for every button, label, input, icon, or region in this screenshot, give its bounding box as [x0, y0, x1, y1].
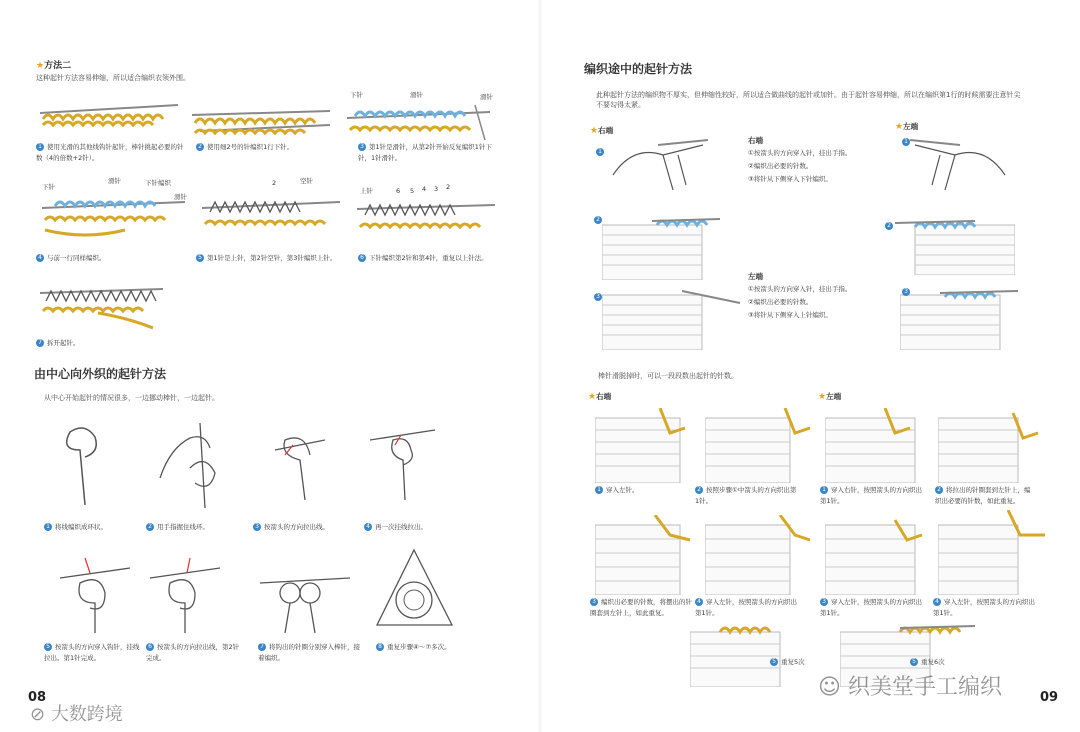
label-right-end-2: ★右端 [588, 392, 612, 402]
step-badge: 2 [196, 143, 204, 151]
label-huazhen-p4-2: 滑针 [174, 193, 187, 201]
step-badge: 3 [358, 143, 366, 151]
illustration-step7 [38, 285, 168, 335]
label-digit-3: 3 [434, 185, 439, 193]
step-badge: 7 [258, 643, 266, 651]
step-badge: 3 [594, 293, 602, 301]
caption-r3: 3 编织出必要的针数，将摆出的针圈套到左针上，如此重复。 [590, 598, 692, 617]
caption-m2-2: 2 使用细2号的针编织1行下针。 [196, 142, 336, 153]
illustration-step2 [190, 105, 335, 143]
illustration-swatch-l3 [900, 285, 1020, 350]
label-right-end: ★右端 [590, 126, 614, 136]
label-digit-2: 2 [446, 183, 451, 191]
box-right-item: ③将针从下侧穿入下针编织。 [748, 175, 832, 183]
caption-c1: 1 将线编织成环状。 [44, 522, 107, 533]
swatch-l2 [938, 408, 1043, 483]
right-page [540, 0, 1080, 732]
info-box-right [748, 134, 898, 186]
star-icon: ★ [818, 392, 827, 402]
star-icon: ★ [36, 61, 45, 71]
label-huazhen: 滑针 [410, 91, 423, 99]
center-title: 由中心向外织的起针方法 [34, 367, 167, 381]
page-number-left: 08 [28, 690, 47, 705]
step-badge: 3 [590, 598, 598, 606]
star-icon: ★ [590, 126, 599, 136]
step-badge: 2 [695, 486, 703, 494]
step-badge: 6 [146, 643, 154, 651]
label-digit-6: 6 [396, 187, 401, 195]
illustration-c7 [255, 548, 355, 638]
label-left-end-2: ★左端 [818, 392, 842, 402]
illustration-c8 [372, 545, 457, 635]
step-badge: 2 [594, 216, 602, 224]
note-text: 棒针滑脱掉时，可以一段段数出起针的针数。 [598, 372, 738, 380]
label-2: 2 [272, 179, 277, 187]
illustration-left-hand [900, 135, 1010, 195]
box-left-item: ②编织出必要的针数。 [748, 298, 813, 306]
caption-c6: 6 按箭头的方向拉出线，第2针完成。 [146, 643, 240, 662]
step-badge: 5 [770, 658, 778, 666]
step-badge: 4 [36, 254, 44, 262]
label-shangzhen: 上针 [360, 187, 373, 195]
illustration-swatch-r2 [602, 215, 722, 280]
caption-m2-1: 1 使用光滑的其他线钩针起针，棒针挑起必要的针数（4的倍数+2针）。 [36, 143, 184, 162]
caption-r1: 1 穿入左针。 [595, 485, 639, 496]
step-badge: 5 [44, 643, 52, 651]
page-number-right: 09 [1040, 690, 1059, 705]
step-badge: 1 [595, 486, 603, 494]
caption-c5: 5 按箭头的方向穿入钩针，挂线拉出。第1针完成。 [44, 643, 140, 662]
caption-r2: 2 按照步骤①中箭头的方向织出第1针。 [695, 486, 797, 505]
label-huazhen-2: 滑针 [480, 93, 493, 101]
caption-l2: 2 将拉出的针圈套到左针上，编织出必要的针数，如此重复。 [935, 486, 1031, 505]
box-left-title: 左端 [748, 272, 763, 281]
step-badge: 1 [36, 143, 44, 151]
illustration-c5 [55, 548, 135, 638]
method2-desc: 这种起针方法容易伸缩，所以适合编织衣领外围。 [36, 74, 190, 82]
illustration-swatch-r3 [602, 285, 742, 350]
caption-m2-6: 6 下针编织第2针和第4针，重复以上针法。 [358, 253, 508, 264]
illustration-right-hand [608, 135, 718, 195]
box-left-item: ③将针从下侧穿入上针编织。 [748, 311, 832, 319]
swatch-r3 [595, 515, 695, 595]
label-huazhen-p4: 滑针 [108, 177, 121, 185]
illustration-swatch-l2 [895, 215, 1015, 275]
swatch-r1 [595, 408, 695, 483]
watermark-right: ☺ 织美堂手工编织 [818, 675, 1002, 700]
step-badge: 2 [935, 486, 943, 494]
step-badge: 8 [376, 643, 384, 651]
label-xiazhen-p4: 下针 [42, 183, 55, 191]
caption-c7: 7 将钩出的针圈分别穿入棒针，接着编织。 [258, 643, 360, 662]
box-left-item: ①按箭头的方向穿入针，挂出手指。 [748, 285, 852, 293]
step-badge: 7 [36, 339, 44, 347]
label-digit-5: 5 [410, 187, 415, 195]
step-badge: 1 [820, 486, 828, 494]
illustration-step1 [38, 95, 183, 140]
step-badge: 1 [44, 523, 52, 531]
box-right-title: 右端 [748, 136, 763, 145]
star-icon: ★ [588, 392, 597, 402]
step-badge: 2 [146, 523, 154, 531]
step-badge: 2 [885, 222, 893, 230]
step-badge: 1 [596, 148, 604, 156]
step-badge: 4 [933, 598, 941, 606]
step-badge: 5 [910, 658, 918, 666]
caption-r5: 5 重复5次 [770, 657, 805, 668]
label-xiazhen-bianzhi: 下针编织 [145, 179, 171, 187]
caption-l5: 5 重复6次 [910, 657, 945, 668]
step-badge: 6 [358, 254, 366, 262]
illustration-c2 [150, 418, 230, 513]
step-badge: 3 [253, 523, 261, 531]
illustration-step4 [40, 190, 190, 245]
caption-c3: 3 按箭头的方向拉出线。 [253, 522, 329, 533]
caption-m2-3: 3 第1针是滑针，从第2针开始反复编织1针下针，1针滑针。 [358, 143, 492, 162]
star-icon: ★ [895, 122, 904, 132]
step-badge: 3 [820, 598, 828, 606]
caption-c8: 8 重复步骤④～⑦多次。 [376, 642, 451, 653]
step-badge: 4 [695, 598, 703, 606]
step-badge: 1 [902, 138, 910, 146]
illustration-c3 [265, 430, 335, 505]
right-desc: 此种起针方法的编织物不厚实，但伸缩性较好，所以适合做曲线的起针或加针。由于起针容易伸缩，所以在编织第1行的时候需要注意针尖不要勾得太紧。 [596, 91, 1021, 109]
info-box-left [748, 270, 898, 322]
caption-l3: 3 穿入左针，按照箭头的方向织出第1针。 [820, 598, 922, 617]
caption-l1: 1 穿入右针，按照箭头的方向织出第1针。 [820, 486, 922, 505]
step-badge: 5 [196, 254, 204, 262]
illustration-step5 [200, 190, 345, 245]
illustration-c4 [365, 425, 440, 505]
method2-title: ★方法二 [36, 61, 72, 71]
illustration-c6 [145, 548, 225, 638]
caption-m2-7: 7 拆开起针。 [36, 338, 80, 349]
caption-r4: 4 穿入左针，按照箭头的方向织出第1针。 [695, 598, 797, 617]
illustration-c1 [55, 425, 115, 510]
caption-m2-4: 4 与前一行同样编织。 [36, 253, 186, 264]
watermark-left: ⊘ 大数跨境 [30, 704, 123, 725]
swatch-r2 [705, 408, 815, 483]
label-left-end: ★左端 [895, 122, 919, 132]
swatch-l3 [825, 515, 925, 595]
swatch-l1 [825, 408, 925, 483]
illustration-step6 [355, 195, 500, 245]
caption-c4: 4 再一次挂线拉出。 [364, 522, 427, 533]
step-badge: 4 [364, 523, 372, 531]
box-right-item: ①按箭头的方向穿入针，挂出手指。 [748, 149, 852, 157]
box-right-item: ②编织出必要的针数。 [748, 162, 813, 170]
right-title: 编织途中的起针方法 [584, 62, 693, 76]
swatch-r4 [705, 515, 815, 595]
swatch-r5 [690, 622, 790, 687]
label-digit-4: 4 [422, 185, 427, 193]
caption-m2-5: 5 第1针是上针，第2针空针，第3针编织上针。 [196, 253, 346, 264]
caption-l4: 4 穿入左针，按照箭头的方向织出第1针。 [933, 598, 1035, 617]
step-badge: 3 [902, 288, 910, 296]
label-xiazhen: 下针 [350, 91, 363, 99]
illustration-step3 [345, 100, 495, 145]
label-kongzhen: 空针 [300, 177, 313, 185]
caption-c2: 2 用手指握住线环。 [146, 522, 209, 533]
center-desc: 从中心开始起针的情况很多，一边挪动棒针，一边起针。 [44, 394, 219, 402]
swatch-l4 [938, 510, 1053, 595]
